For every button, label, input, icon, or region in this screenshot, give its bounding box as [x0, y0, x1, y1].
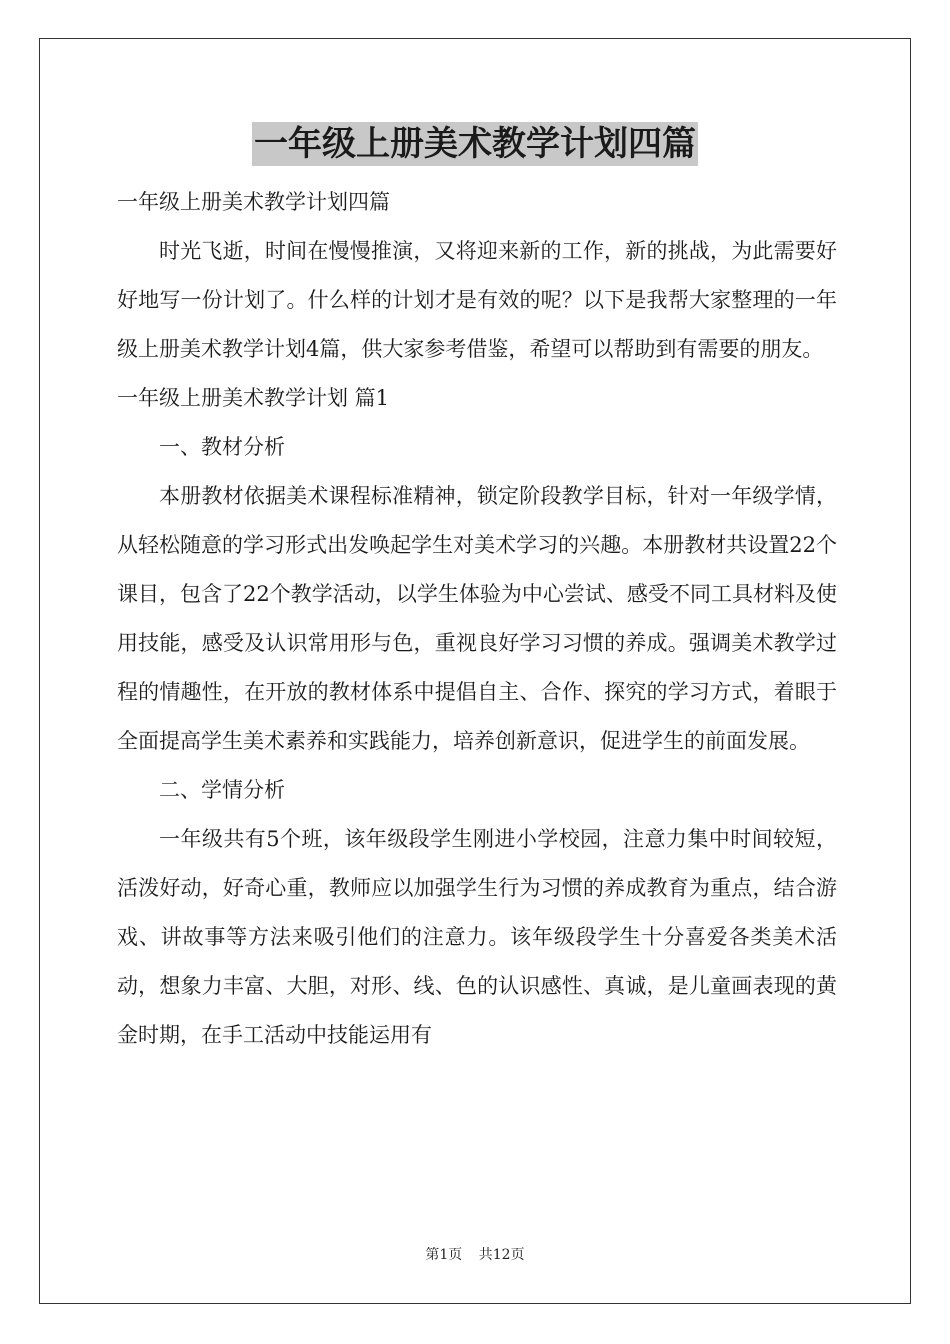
section-heading: 一年级上册美术教学计划 篇1 [117, 386, 390, 410]
page-number: 第1页 [425, 1247, 463, 1263]
paragraph-body: 本册教材依据美术课程标准精神，锁定阶段教学目标，针对一年级学情，从轻松随意的学习形式出发唤起学生对美术学习的兴趣。本册教材共设置22个课目，包含了22个教学活动，以学生体验为中心尝试、感受不同工具材料及使用技能，感受及认识常用形与色，重视良好学习习惯的养成。强调美术教学过程的情趣性，在开放的教材体系中提倡自主、合作、探究的学习方式，着眼于全面提高学生美术素养和实践能力，培养创新意识，促进学生的前面发展。 [117, 484, 837, 753]
paragraph-heading: 一年级上册美术教学计划四篇 [117, 190, 390, 214]
subsection-heading: 二、学情分析 [159, 778, 285, 802]
paragraph-intro: 时光飞逝，时间在慢慢推演，又将迎来新的工作，新的挑战，为此需要好好地写一份计划了。什么样的计划才是有效的呢？以下是我帮大家整理的一年级上册美术教学计划4篇，供大家参考借鉴，希望可以帮助到有需要的朋友。 [117, 239, 837, 361]
title-container [0, 122, 950, 166]
page-footer [0, 1245, 950, 1265]
page-total: 共12页 [478, 1247, 525, 1263]
document-title: 一年级上册美术教学计划四篇 [254, 124, 696, 164]
document-body [117, 178, 837, 1060]
paragraph-body: 一年级共有5个班，该年级段学生刚进小学校园，注意力集中时间较短，活泼好动，好奇心重，教师应以加强学生行为习惯的养成教育为重点，结合游戏、讲故事等方法来吸引他们的注意力。该年级段学生十分喜爱各类美术活动，想象力丰富、大胆，对形、线、色的认识感性、真诚，是儿童画表现的黄金时期，在手工活动中技能运用有 [117, 827, 837, 1047]
subsection-heading: 一、教材分析 [159, 435, 285, 459]
